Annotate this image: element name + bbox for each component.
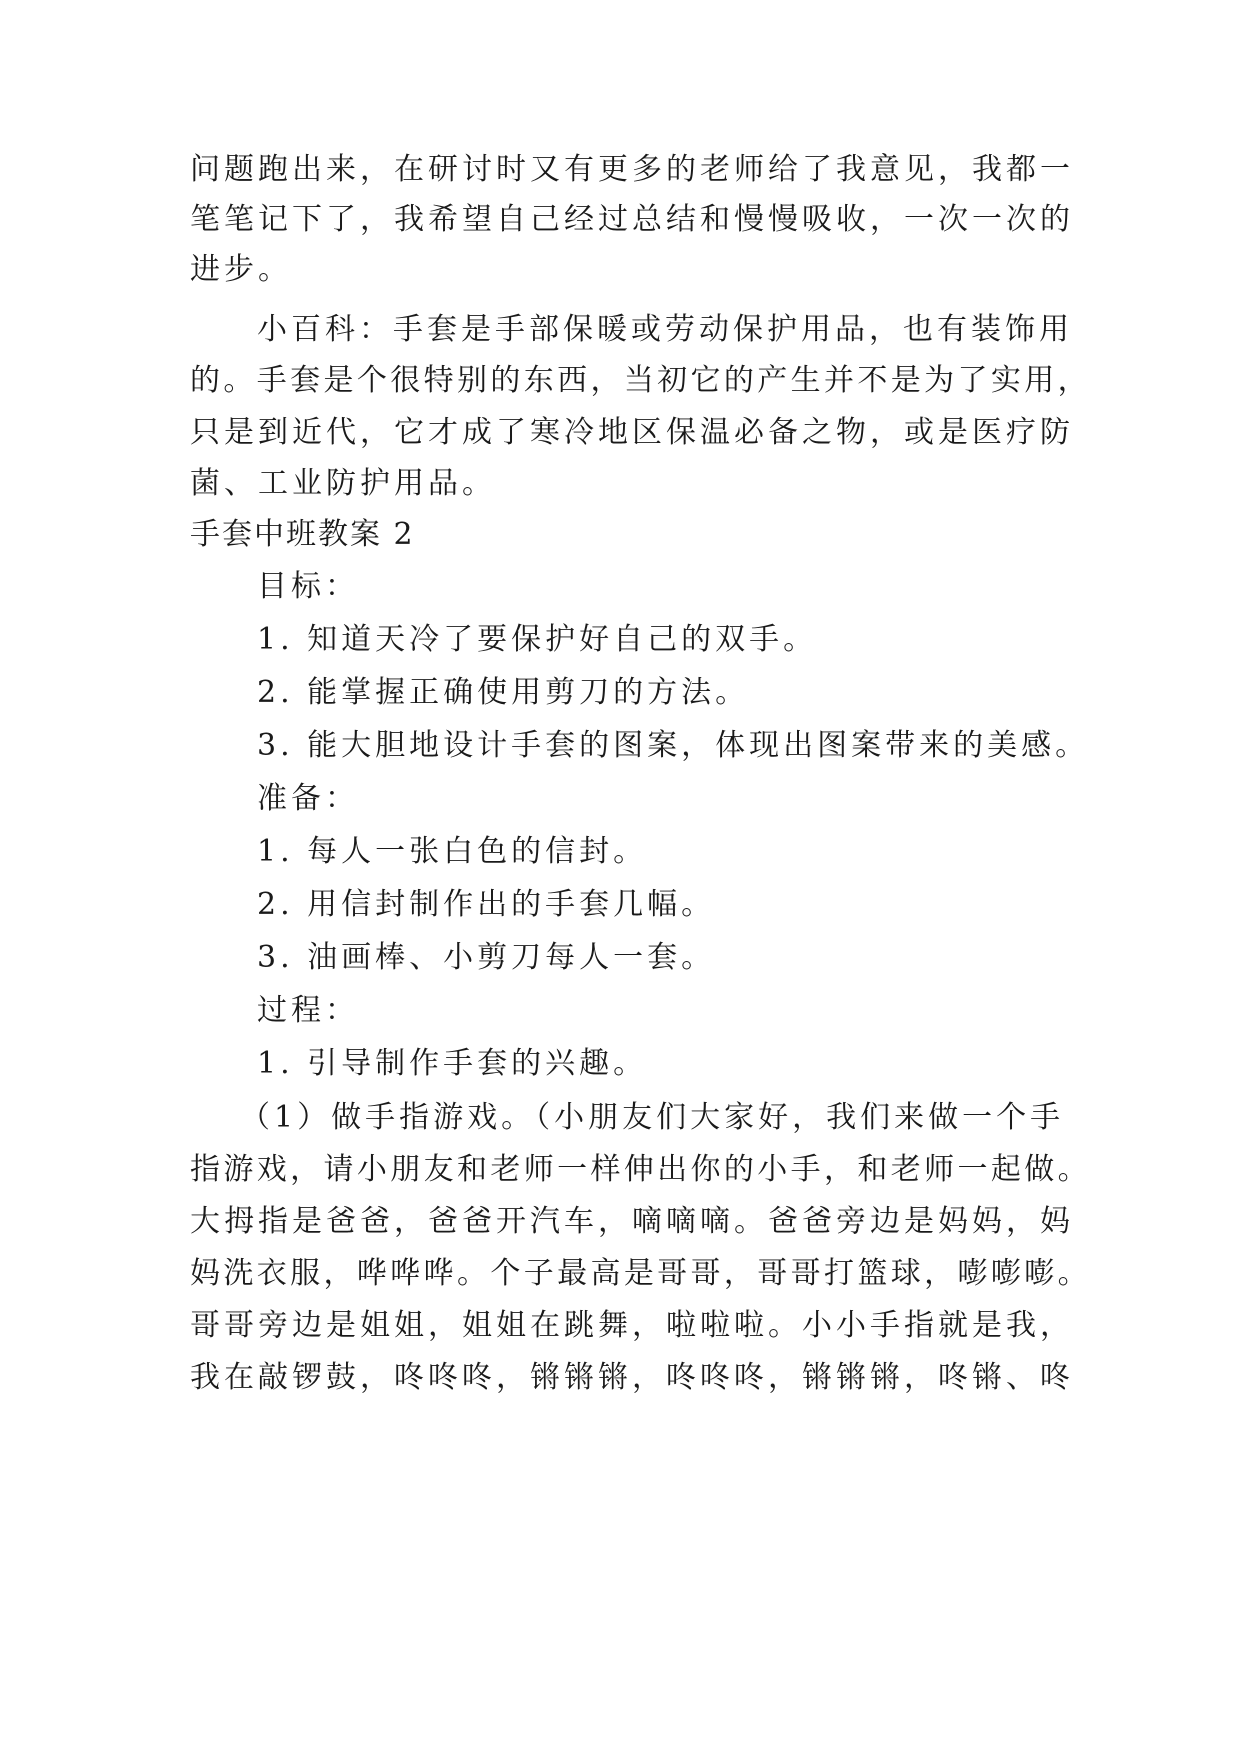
list-item: 2. 能掌握正确使用剪刀的方法。 (257, 675, 750, 710)
text-line: 小百科：手套是手部保暖或劳动保护用品，也有装饰用 (257, 312, 1073, 347)
goals-label: 目标： (257, 569, 359, 604)
text-line: 哥哥旁边是姐姐，姐姐在跳舞，啦啦啦。小小手指就是我， (190, 1308, 1074, 1343)
list-item: 2. 用信封制作出的手套几幅。 (257, 887, 716, 922)
text-line: 大拇指是爸爸，爸爸开汽车，嘀嘀嘀。爸爸旁边是妈妈，妈 (190, 1204, 1074, 1239)
text-line: 指游戏，请小朋友和老师一样伸出你的小手，和老师一起做。 (190, 1152, 1091, 1187)
text-line: 的。手套是个很特别的东西，当初它的产生并不是为了实用， (190, 363, 1091, 398)
text-line: 菌、工业防护用品。 (190, 466, 496, 501)
text-line: 笔笔记下了，我希望自己经过总结和慢慢吸收，一次一次的 (190, 202, 1074, 237)
text-line: 只是到近代，它才成了寒冷地区保温必备之物，或是医疗防 (190, 415, 1074, 450)
list-item: 1. 知道天冷了要保护好自己的双手。 (257, 622, 818, 657)
prep-label: 准备： (257, 781, 359, 816)
list-item: 1. 引导制作手套的兴趣。 (257, 1046, 648, 1081)
process-label: 过程： (257, 993, 359, 1028)
text-line: 进步。 (190, 252, 292, 287)
text-line: 我在敲锣鼓，咚咚咚，锵锵锵，咚咚咚，锵锵锵，咚锵、咚 (190, 1360, 1074, 1395)
text-line: 妈洗衣服，哗哗哗。个子最高是哥哥，哥哥打篮球，嘭嘭嘭。 (190, 1256, 1091, 1291)
list-item: 3. 油画棒、小剪刀每人一套。 (257, 940, 716, 975)
list-item: 3. 能大胆地设计手套的图案，体现出图案带来的美感。 (257, 728, 1090, 763)
list-item: 1. 每人一张白色的信封。 (257, 834, 648, 869)
text-line: （1）做手指游戏。（小朋友们大家好，我们来做一个手 (240, 1100, 1065, 1135)
text-line: 问题跑出来，在研讨时又有更多的老师给了我意见，我都一 (190, 152, 1074, 187)
section-title: 手套中班教案 2 (190, 517, 415, 552)
